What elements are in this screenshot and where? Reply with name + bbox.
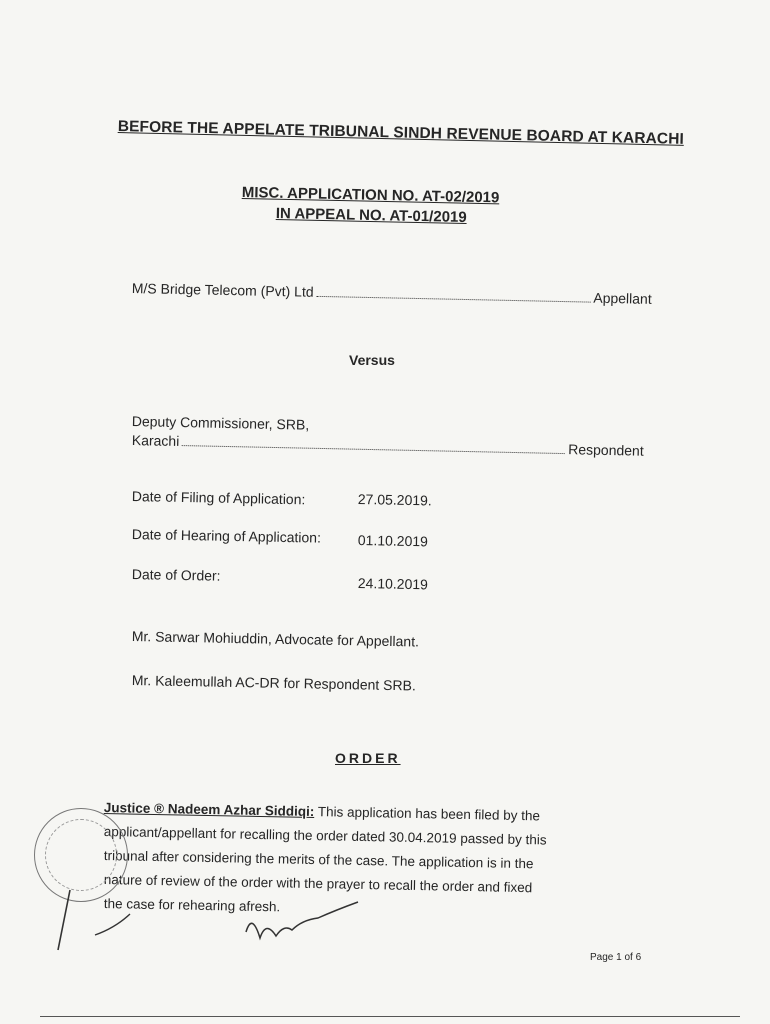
respondent-role: Respondent bbox=[568, 441, 644, 459]
order-date-label: Date of Order: bbox=[131, 566, 221, 584]
order-paragraph-line: tribunal after considering the merits of the case. The application is in the bbox=[103, 848, 534, 872]
misc-application-number: MISC. APPLICATION NO. AT-02/2019 bbox=[241, 184, 500, 207]
leader-dots bbox=[182, 445, 565, 454]
appellant-counsel: Mr. Sarwar Mohiuddin, Advocate for Appellant. bbox=[131, 628, 420, 650]
leader-dots bbox=[316, 296, 590, 303]
versus-label: Versus bbox=[349, 352, 395, 368]
appellant-row bbox=[132, 280, 652, 307]
order-paragraph-line: applicant/appellant for recalling the order dated 30.04.2019 passed by this bbox=[103, 824, 547, 848]
page-number: Page 1 of 6 bbox=[590, 952, 642, 963]
signature-stroke bbox=[95, 914, 130, 935]
order-paragraph-line: the case for rehearing afresh. bbox=[103, 896, 281, 915]
hearing-date-value: 01.10.2019 bbox=[357, 532, 429, 550]
order-date-value: 24.10.2019 bbox=[357, 575, 429, 593]
signature-marks bbox=[40, 880, 380, 960]
bottom-edge-line bbox=[40, 1016, 740, 1017]
order-paragraph-line: nature of review of the order with the prayer to recall the order and fixed bbox=[103, 872, 533, 896]
appellant-role: Appellant bbox=[593, 289, 652, 307]
filing-date-value: 27.05.2019. bbox=[357, 491, 432, 509]
document-heading: BEFORE THE APPELATE TRIBUNAL SINDH REVENUE BOARD AT KARACHI bbox=[117, 118, 685, 148]
respondent-name: Deputy Commissioner, SRB, bbox=[131, 413, 310, 433]
filing-date-label: Date of Filing of Application: bbox=[131, 488, 306, 508]
order-text: This application has been filed by the bbox=[314, 804, 541, 824]
respondent-city: Karachi bbox=[131, 432, 180, 449]
order-paragraph-line bbox=[104, 800, 540, 823]
hearing-date-label: Date of Hearing of Application: bbox=[131, 526, 322, 546]
respondent-row bbox=[132, 432, 644, 459]
respondent-counsel: Mr. Kaleemullah AC-DR for Respondent SRB. bbox=[131, 672, 416, 694]
signature-stroke bbox=[246, 902, 358, 938]
appeal-number: IN APPEAL NO. AT-01/2019 bbox=[275, 205, 467, 226]
judge-name: Justice ® Nadeem Azhar Siddiqi: bbox=[103, 800, 315, 820]
signature-stroke bbox=[58, 890, 70, 950]
appellant-name: M/S Bridge Telecom (Pvt) Ltd bbox=[131, 280, 314, 300]
order-heading: ORDER bbox=[335, 750, 401, 766]
